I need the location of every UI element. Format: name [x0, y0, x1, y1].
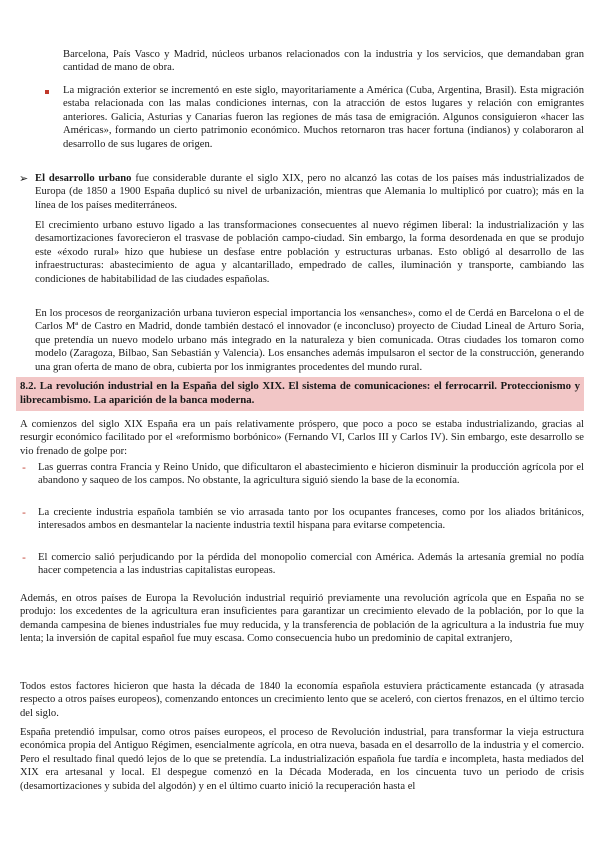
red-dash-bullet-icon: - — [22, 506, 26, 519]
section-heading: 8.2. La revolución industrial en la España del siglo XIX. El sistema de comunicaciones: el ferrocarril. Proteccionismo y librecambismo. La aparición de la banca moderna. — [20, 380, 580, 407]
paragraph-external-migration: La migración exterior se incrementó en este siglo, mayoritariamente a América (Cuba, Argentina, Brasil). Esta migración estaba relacionada con las malas condiciones internas, con la atracción de estos lugares y relación con emigrantes anteriores. Galicia, Asturias y Canarias fueron las regiones de más tasa de emigración. Algunos consiguieron «hacer las Américas», formando un cierto patrimonio económico. Muchos retornaron tras hacer fortuna (indianos) y colaboraron al desarrollo de sus lugares de origen. — [63, 85, 584, 150]
paragraph-urban-development — [35, 172, 584, 212]
paragraph-early-xix: A comienzos del siglo XIX España era un país relativamente próspero, que poco a poco se estaba industrializando, gracias al resurgir económico facilitado por el «reformismo borbónico» (Fernando VI, Carlos III y Carlos IV). Sin embargo, este desarrollo se vio frenado de golpe por: — [20, 419, 584, 457]
paragraph-ensanches: En los procesos de reorganización urbana tuvieron especial importancia los «ensanches», como el de Cerdá en Barcelona o el de Carlos Mª de Castro en Madrid, donde también destacó el innovador (e inconcluso) proyecto de Ciudad Lineal de Arturo Soria, que pretendía un nuevo modelo urbano más integrado en la naturaleza y bien comunicada. Otras ciudades los tomaron como modelo (Zaragoza, Bilbao, San Sebastián y Valencia). Los ensanches además impulsaron el sector de la construcción, generando una gran oferta de mano de obra, cubierta por los inmigrantes procedentes del mundo rural. — [35, 308, 584, 373]
red-square-bullet-icon — [45, 90, 49, 94]
paragraph-urban-growth: El crecimiento urbano estuvo ligado a las transformaciones consecuentes al nuevo régimen liberal: la industrialización y las desamortizaciones favorecieron el trasvase de población campo-ciudad. Sin embargo, la forma desordenada en que se produjo este «éxodo rural» hizo que hubiese un desfase entre población y estructuras urbanas. Esto obligó al desarrollo de las infraestructuras: abastecimiento de agua y alcantarillado, empedrado de calles, iluminación y transporte, cambiando las condiciones de habitabilidad de las ciudades españolas. — [35, 220, 584, 285]
paragraph-migration-cities: Barcelona, País Vasco y Madrid, núcleos urbanos relacionados con la industria y los servicios, que demandaban gran cantidad de mano de obra. — [63, 49, 584, 74]
paragraph-stagnation: Todos estos factores hicieron que hasta la década de 1840 la economía española estuviera prácticamente estancada (y atrasada respecto a otros países europeos), comenzando entonces un crecimiento lento que se aceleró, con ciertos frenazos, en el último tercio del siglo. — [20, 681, 584, 719]
paragraph-industrialization: España pretendió impulsar, como otros países europeos, el proceso de Revolución industrial, para transformar la vieja estructura económica propia del Antiguo Régimen, esencialmente agrícola, en otra nueva, basada en el desarrollo de la industria y el comercio. Pero el resultado final quedó lejos de lo que se pretendía. La industrialización española fue tardía e incompleta, hasta mediados del XIX era artesanal y local. El despegue comenzó en la Década Moderada, en los cincuenta tuvo un periodo de crisis (desamortizaciones y subida del algodón) y en el último cuarto inició la recuperación hasta el — [20, 727, 584, 792]
list-item-wars: Las guerras contra Francia y Reino Unido, que dificultaron el abastecimiento e hicieron disminuir la producción agrícola por el abandono y saqueo de los campos. No obstante, la agricultura siguió siendo la base de la economía. — [38, 462, 584, 487]
red-dash-bullet-icon: - — [22, 461, 26, 474]
list-item-industry: La creciente industria española también se vio arrasada tanto por los ocupantes franceses, como por los aliados británicos, interesados ambos en desmantelar la naciente industria textil hispana para evitarse competencia. — [38, 507, 584, 532]
urban-development-lead: El desarrollo urbano — [35, 173, 132, 184]
urban-development-text: fue considerable durante el siglo XIX, pero no alcanzó las cotas de los países más industrializados de Europa (de 1850 a 1900 España duplicó su nivel de urbanización, mientras que Alemania lo multiplicó por cuatro); más en la línea de los países mediterráneos. — [35, 173, 584, 211]
arrow-bullet-icon: ➢ — [19, 172, 29, 185]
list-item-commerce: El comercio salió perjudicando por la pérdida del monopolio comercial con América. Además la artesanía gremial no podía hacer competencia a las industrias capitalistas europeas. — [38, 552, 584, 577]
red-dash-bullet-icon: - — [22, 551, 26, 564]
paragraph-agricultural-revolution: Además, en otros países de Europa la Revolución industrial requirió previamente una revolución agrícola que en España no se produjo: los excedentes de la agricultura eran insuficientes para garantizar un crecimiento elevado de la población, por lo que la demanda campesina de bienes industriales fue muy reducida, y la transferencia de población de la agricultura a la industria fue muy lenta; la inversión de capital español fue muy escasa. Como consecuencia hubo un predominio de capital extranjero, — [20, 593, 584, 645]
